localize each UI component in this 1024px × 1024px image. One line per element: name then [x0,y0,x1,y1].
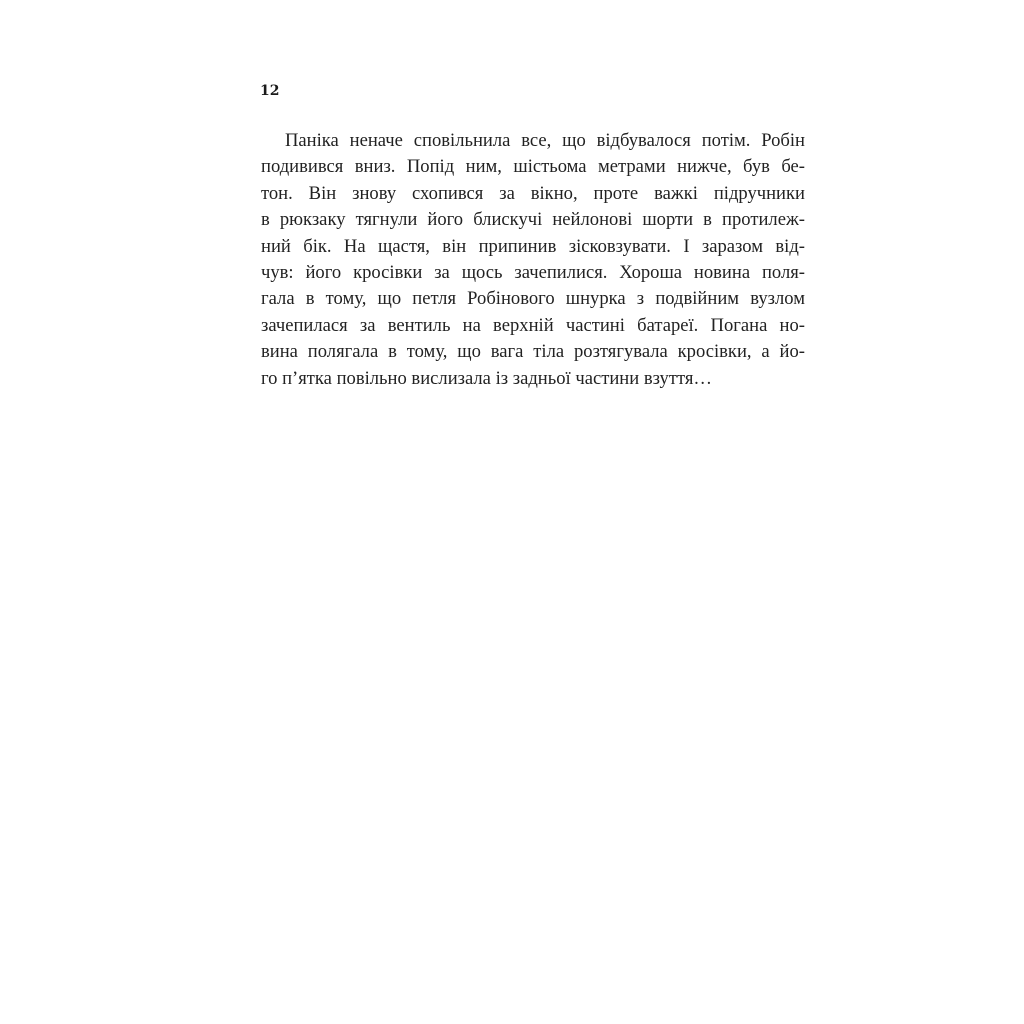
body-text [261,128,805,392]
text-line: вина полягала в тому, що вага тіла розтягувала кросівки, а йо- [261,341,805,363]
text-line: го п’ятка повільно вислизала із задньої частини взуття… [261,367,713,389]
text-line: зачепилася за вентиль на верхній частині батареї. Погана но- [261,314,805,336]
text-line: гала в тому, що петля Робінового шнурка з подвійним вузлом [261,288,805,310]
text-line: ний бік. На щастя, він припинив зісковзувати. І заразом від- [261,235,805,257]
text-line: подивився вниз. Попід ним, шістьома метрами нижче, був бе- [261,156,805,178]
text-line: Паніка неначе сповільнила все, що відбувалося потім. Робін [285,130,805,151]
text-line: в рюкзаку тягнули його блискучі нейлонові шорти в протилеж- [261,209,805,231]
text-line: тон. Він знову схопився за вікно, проте важкі підручники [261,182,805,204]
page-number: 12 [260,83,280,99]
text-line: чув: його кросівки за щось зачепилися. Хороша новина поля- [261,261,805,283]
